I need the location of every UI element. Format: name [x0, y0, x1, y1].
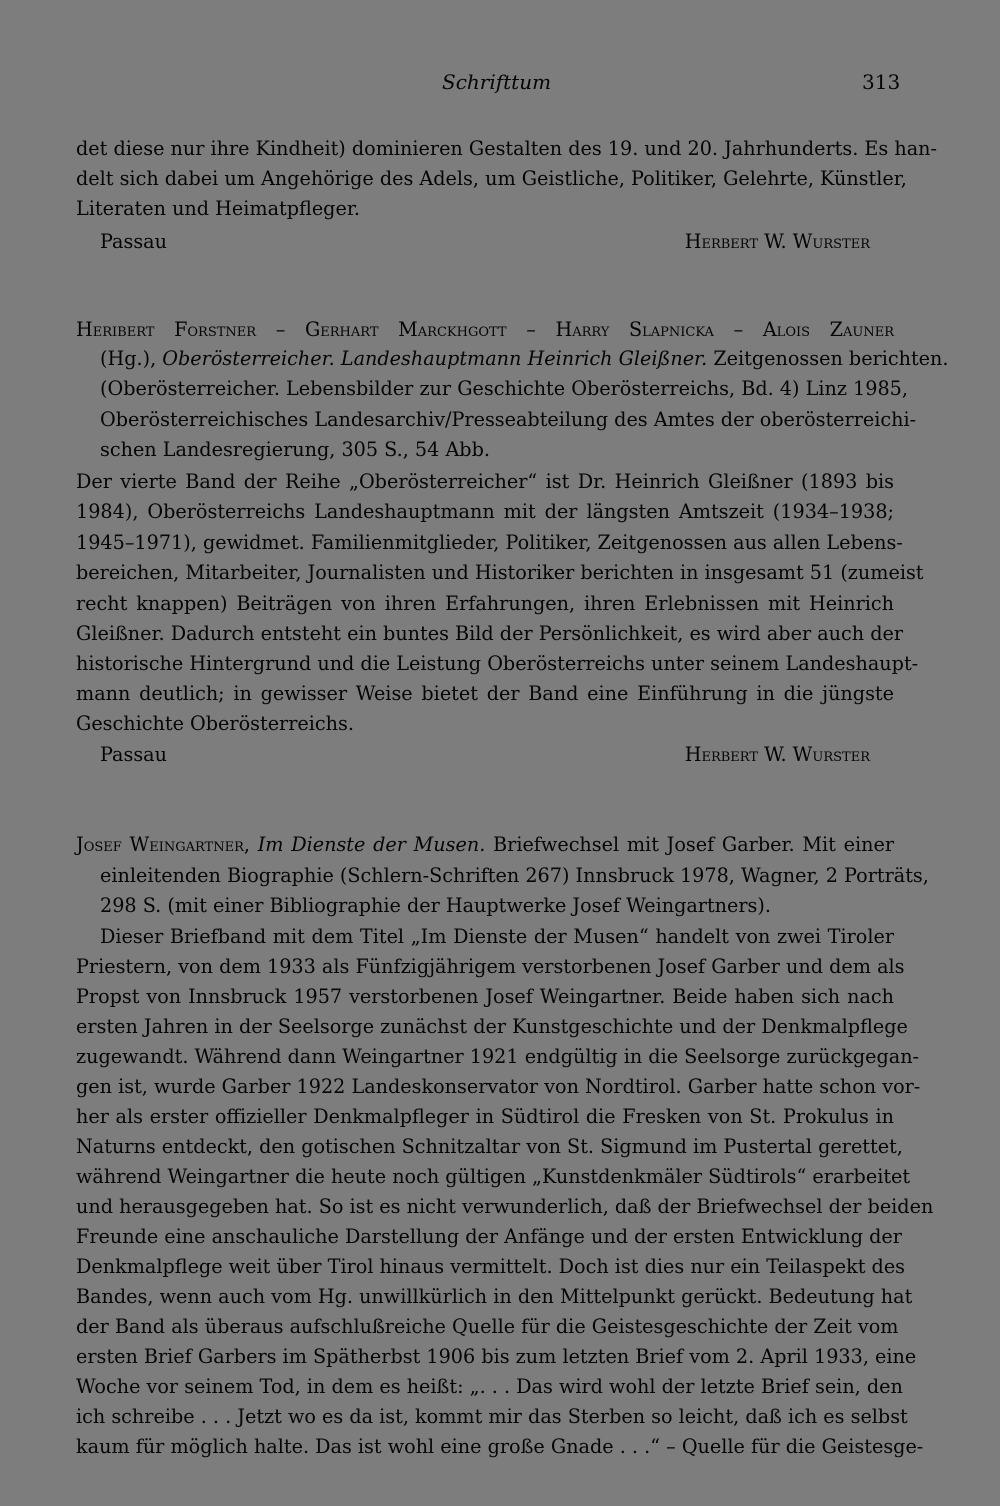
book-title: Oberösterreicher. Landeshauptmann Heinrich Gleißner. [162, 347, 708, 370]
body-line: während Weingartner die heute noch gültigen „Kunstdenkmäler Südtirols“ erarbeitet [76, 1165, 911, 1188]
review-place: Passau [100, 230, 167, 253]
body-line: ersten Brief Garbers im Spätherbst 1906 bis zum letzten Brief vom 2. April 1933, eine [76, 1345, 917, 1368]
book-author: Josef Weingartner, [76, 833, 250, 856]
citation-line: (Oberösterreicher. Lebensbilder zur Geschichte Oberösterreichs, Bd. 4) Linz 1985, [100, 377, 908, 400]
body-line: ich schreibe . . . Jetzt wo es da ist, kommt mir das Sterben so leicht, daß ich es selbst [76, 1405, 908, 1428]
reviewer-name: Herbert W. Wurster [684, 743, 870, 766]
body-line: Woche vor seinem Tod, in dem es heißt: „. . . Das wird wohl der letzte Brief sein, den [76, 1375, 903, 1398]
body-line: Propst von Innsbruck 1957 verstorbenen Josef Weingartner. Beide haben sich nach [76, 985, 894, 1008]
body-line: und herausgegeben hat. So ist es nicht verwunderlich, daß der Briefwechsel der beiden [76, 1195, 934, 1218]
body-line: Geschichte Oberösterreichs. [76, 712, 354, 735]
body-line: Freunde eine anschauliche Darstellung der Anfänge und der ersten Entwicklung der [76, 1225, 902, 1248]
body-line: mann deutlich; in gewisser Weise bietet der Band eine Einführung in die jüngste [76, 682, 894, 705]
text-line: delt sich dabei um Angehörige des Adels, um Geistliche, Politiker, Gelehrte, Künstler, [76, 167, 907, 190]
body-line: Denkmalpflege weit über Tirol hinaus vermittelt. Doch ist dies nur ein Teilaspekt des [76, 1255, 906, 1278]
book-heading-line [76, 833, 894, 857]
body-line: der Band als überaus aufschlußreiche Quelle für die Geistesgeschichte der Zeit vom [76, 1315, 899, 1338]
citation-line: einleitenden Biographie (Schlern-Schriften 267) Innsbruck 1978, Wagner, 2 Porträts, [100, 864, 929, 887]
body-line: recht knappen) Beiträgen von ihren Erfahrungen, ihren Erlebnissen mit Heinrich [76, 592, 894, 615]
editor-note: (Hg.), [100, 347, 157, 370]
book-subtitle: Zeitgenossen berichten. [713, 347, 949, 370]
book-title-line [100, 347, 949, 371]
citation-text: Briefwechsel mit Josef Garber. Mit einer [493, 833, 894, 856]
reviewer-name: Herbert W. Wurster [684, 230, 870, 253]
book-authors: Heribert Forstner – Gerhart Marckhgott – Harry Slapnicka – Alois Zauner [76, 318, 894, 341]
body-line: gen ist, wurde Garber 1922 Landeskonservator von Nordtirol. Garber hatte schon vor- [76, 1075, 921, 1098]
text-line: Literaten und Heimatpfleger. [76, 197, 360, 220]
book-title: Im Dienste der Musen. [257, 833, 486, 856]
running-head-title: Schrifttum [442, 70, 552, 94]
citation-line: schen Landesregierung, 305 S., 54 Abb. [100, 438, 490, 461]
body-line: her als erster offizieller Denkmalpfleger in Südtirol die Fresken von St. Prokulus in [76, 1105, 894, 1128]
body-line: Dieser Briefband mit dem Titel „Im Dienste der Musen“ handelt von zwei Tiroler [100, 925, 894, 948]
body-line: kaum für möglich halte. Das ist wohl eine große Gnade . . .“ – Quelle für die Geistesge- [76, 1435, 924, 1458]
body-line: Gleißner. Dadurch entsteht ein buntes Bild der Persönlichkeit, es wird aber auch der [76, 622, 904, 645]
citation-line: Oberösterreichisches Landesarchiv/Presseabteilung des Amtes der oberösterreichi- [100, 408, 917, 431]
text-line: det diese nur ihre Kindheit) dominieren Gestalten des 19. und 20. Jahrhunderts. Es han- [76, 137, 938, 160]
body-line: Bandes, wenn auch vom Hg. unwillkürlich in den Mittelpunkt gerückt. Bedeutung hat [76, 1285, 913, 1308]
body-line: zugewandt. Während dann Weingartner 1921 endgültig in die Seelsorge zurückgegan- [76, 1045, 920, 1068]
review-place: Passau [100, 743, 167, 766]
body-line: 1984), Oberösterreichs Landeshauptmann mit der längsten Amtszeit (1934–1938; [76, 500, 894, 523]
body-line: 1945–1971), gewidmet. Familienmitglieder, Politiker, Zeitgenossen aus allen Lebens- [76, 531, 903, 554]
body-line: Naturns entdeckt, den gotischen Schnitzaltar von St. Sigmund im Pustertal gerettet, [76, 1135, 903, 1158]
body-line: historische Hintergrund und die Leistung Oberösterreichs unter seinem Landeshaupt- [76, 652, 919, 675]
citation-line: 298 S. (mit einer Bibliographie der Hauptwerke Josef Weingartners). [100, 894, 771, 917]
page-number: 313 [862, 70, 901, 94]
body-line: ersten Jahren in der Seelsorge zunächst der Kunstgeschichte und der Denkmalpflege [76, 1015, 908, 1038]
body-line: bereichen, Mitarbeiter, Journalisten und Historiker berichten in insgesamt 51 (zumeist [76, 561, 924, 584]
body-line: Der vierte Band der Reihe „Oberösterreicher“ ist Dr. Heinrich Gleißner (1893 bis [76, 470, 894, 493]
body-line: Priestern, von dem 1933 als Fünfzigjährigem verstorbenen Josef Garber und dem als [76, 955, 905, 978]
